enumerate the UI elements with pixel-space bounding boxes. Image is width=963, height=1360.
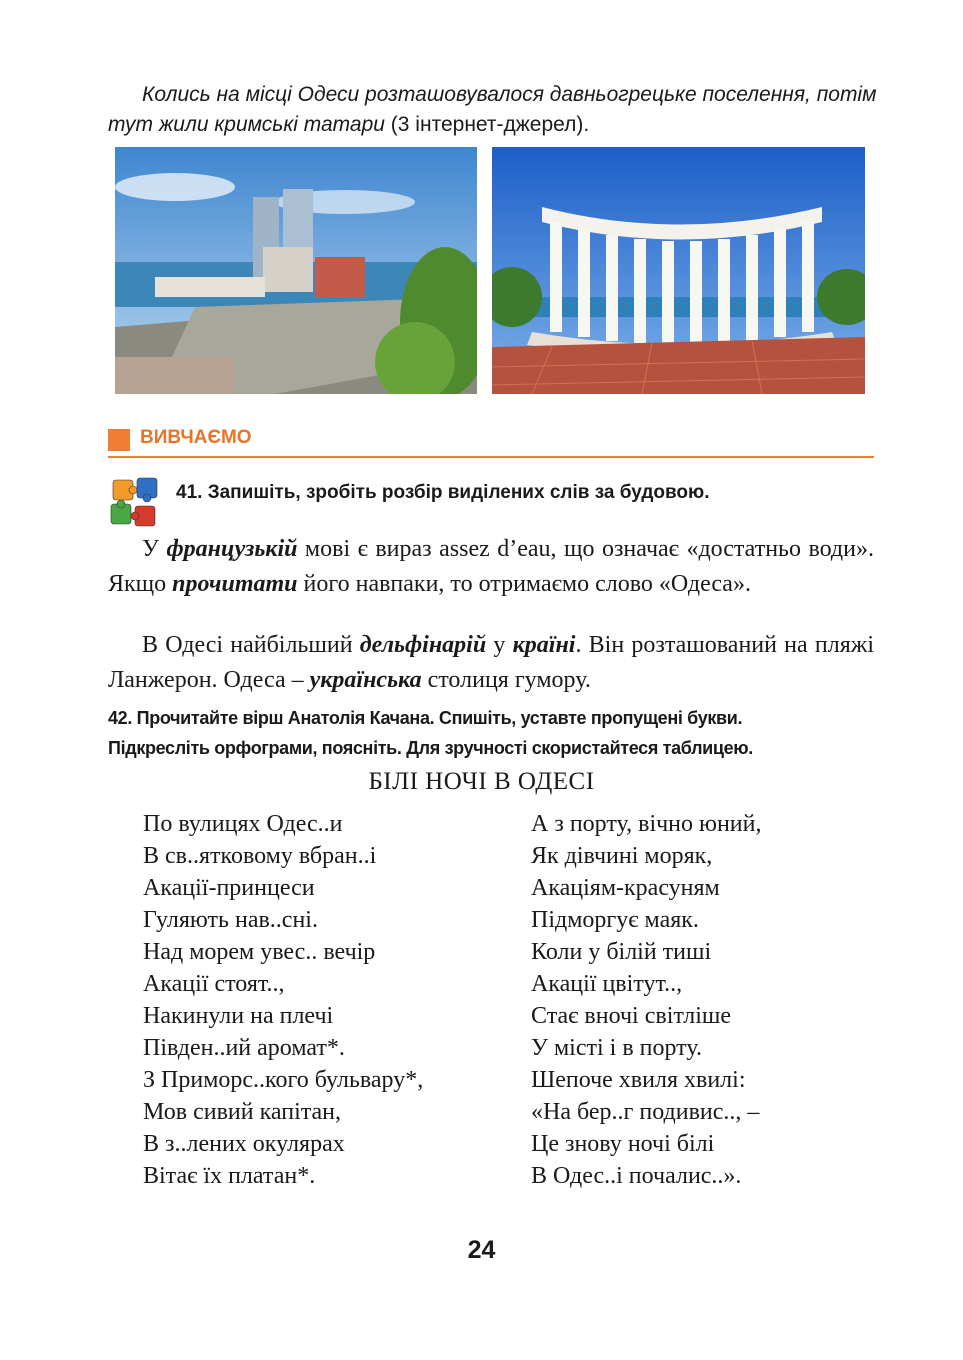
poem-line: Акаціям-красуням — [531, 875, 720, 901]
vorontsov-colonnade-photo — [492, 147, 865, 394]
poem-line: Акації-принцеси — [143, 875, 315, 901]
section-marker-square — [108, 429, 130, 451]
puzzle-pieces-icon — [105, 474, 165, 532]
paragraph-text: . Він розташований на пляжі Ланжерон. Одеса – — [108, 632, 874, 693]
highlighted-word: українська — [309, 667, 422, 693]
poem-line: По вулицях Одес..и — [143, 811, 343, 837]
paragraph-text: у — [486, 632, 513, 658]
poem-column-left — [143, 808, 423, 1192]
task-41-title: 41. Запишіть, зробіть розбір виділених слів за будовою. — [176, 482, 710, 503]
poem-line: З Приморс..кого бульвару*, — [143, 1067, 424, 1093]
task-42-line-1: 42. Прочитайте вірш Анатолія Качана. Спишіть, уставте пропущені букви. — [108, 708, 743, 728]
paragraph-text: його навпаки, то отримаємо слово «Одеса». — [297, 571, 751, 597]
poem-line: Півден..ий аромат*. — [143, 1035, 345, 1061]
poem-line: Підморгує маяк. — [531, 907, 699, 933]
highlighted-word: французькій — [166, 536, 298, 562]
intro-italic-text: Колись на місці Одеси розташовувалося давньогрецьке поселення, потім тут жили кримські татари — [108, 83, 877, 136]
highlighted-word: дельфінарій — [359, 632, 487, 658]
poem-line: А з порту, вічно юний, — [531, 811, 762, 837]
poem-line: Над морем увес.. вечір — [143, 939, 376, 965]
poem-line: Шепоче хвиля хвилі: — [531, 1067, 746, 1093]
poem-line: «На бер..г подивис.., – — [531, 1099, 760, 1125]
section-label: ВИВЧАЄМО — [140, 427, 252, 448]
intro-paragraph — [108, 80, 878, 140]
task-41-paragraph-1 — [108, 532, 874, 602]
poem-line: Мов сивий капітан, — [143, 1099, 342, 1125]
poem-line: Акації цвітут.., — [531, 971, 683, 997]
highlighted-word: прочитати — [172, 571, 298, 597]
poem-line: Акації стоят.., — [143, 971, 285, 997]
section-header — [108, 426, 874, 458]
poem-line: Вітає їх платан*. — [143, 1163, 316, 1189]
poem-title: БІЛІ НОЧІ В ОДЕСІ — [368, 768, 595, 795]
poem-line: В св..ятковому вбран..і — [143, 843, 377, 869]
paragraph-text: мові є вираз assez d’eau, що означає «достатньо води». Якщо — [108, 536, 874, 597]
poem-line: Стає вночі світліше — [531, 1003, 732, 1029]
page-number: 24 — [467, 1236, 496, 1264]
intro-source-text: (3 інтернет-джерел). — [384, 113, 590, 136]
poem-line: У місті і в порту. — [531, 1035, 702, 1061]
task-41-paragraph-2 — [108, 628, 874, 698]
poem-line: Накинули на плечі — [143, 1003, 334, 1029]
poem-line: В Одес..і почалис..». — [531, 1163, 742, 1189]
highlighted-word: країні — [512, 632, 576, 658]
poem-line: Коли у білій тиші — [531, 939, 712, 965]
paragraph-text: В Одесі найбільший — [142, 632, 360, 658]
odesa-port-photo — [115, 147, 477, 394]
task-42-line-2: Підкресліть орфограми, поясніть. Для зручності скористайтеся таблицею. — [108, 738, 753, 758]
poem-line: В з..лених окулярах — [143, 1131, 345, 1157]
paragraph-text: У — [142, 536, 167, 562]
paragraph-text: столиця гумору. — [421, 667, 591, 693]
poem-line: Гуляють нав..сні. — [143, 907, 318, 933]
poem-line: Як дівчині моряк, — [531, 843, 713, 869]
poem-line: Це знову ночі білі — [531, 1131, 715, 1157]
poem-column-right — [531, 808, 761, 1192]
task-42-instructions — [108, 703, 878, 763]
